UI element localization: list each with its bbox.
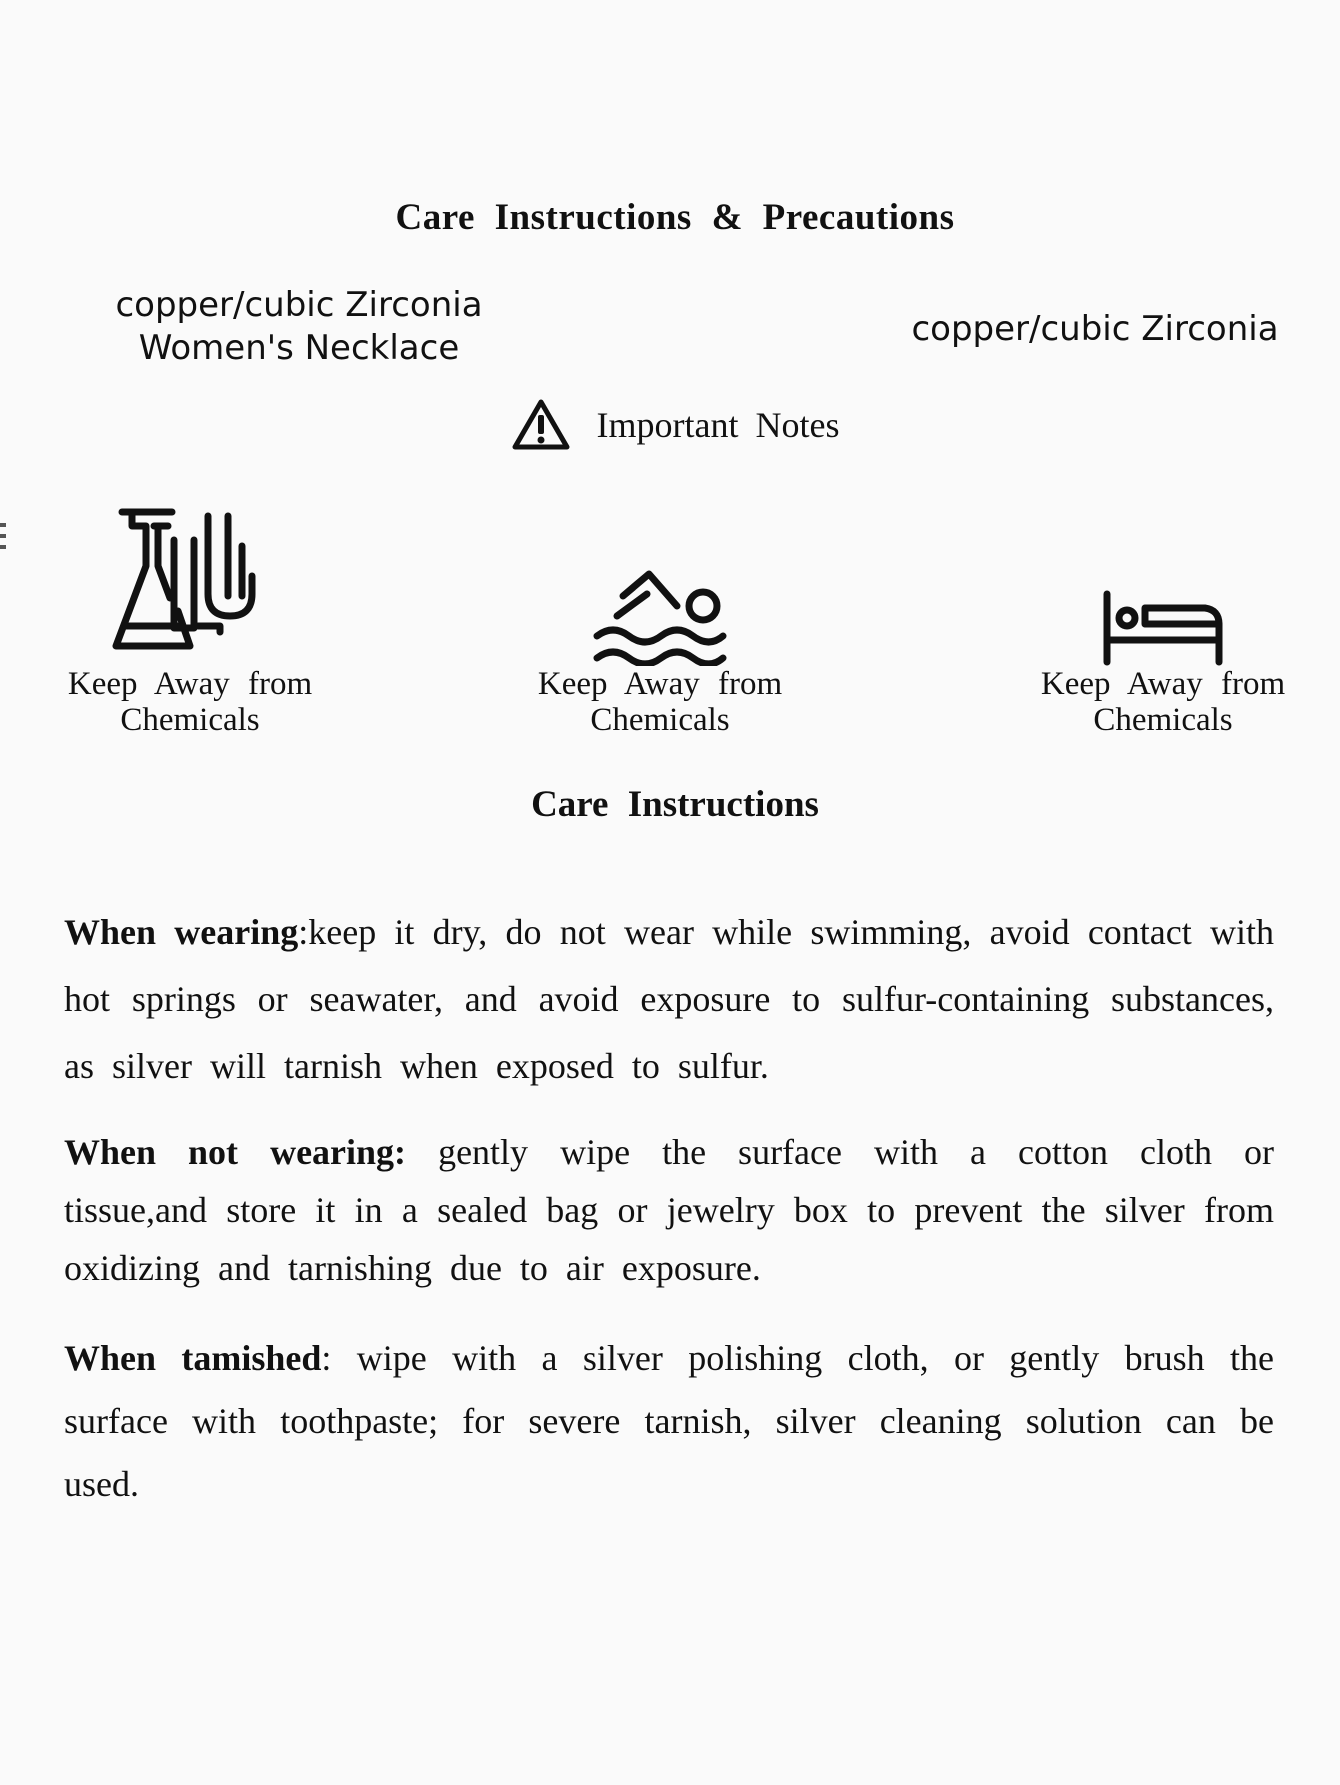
important-notes-title: Important Notes bbox=[596, 405, 840, 445]
care-text-not-wearing: gently wipe the surface with a cotton cloth or tissue,and store it in a sealed bag or jewelry box to prevent the silver from oxidizing and tarnishing due to air exposure. bbox=[64, 1132, 1275, 1288]
page-title: Care Instructions & Precautions bbox=[395, 197, 955, 238]
product-label-left-line1: copper/cubic Zirconia bbox=[115, 285, 483, 325]
care-heading-not-wearing: When not wearing: bbox=[64, 1132, 407, 1172]
precaution-2-line2: Chemicals bbox=[590, 702, 730, 738]
chemistry-flask-icon bbox=[55, 500, 325, 666]
precaution-2-line1: Keep Away from bbox=[537, 666, 783, 702]
care-heading-tarnished: When tamished bbox=[64, 1338, 322, 1378]
care-paragraph-wearing bbox=[64, 899, 1274, 1100]
precaution-1-line2: Chemicals bbox=[120, 702, 260, 738]
product-label-left-line2: Women's Necklace bbox=[138, 328, 460, 368]
precaution-swimming bbox=[525, 500, 795, 738]
care-instructions-title: Care Instructions bbox=[531, 784, 819, 825]
care-text-tarnished: : wipe with a silver polishing cloth, or gently brush the surface with toothpaste; for severe tarnish, silver cleaning solution can be used. bbox=[64, 1338, 1275, 1504]
bed-icon bbox=[1028, 500, 1298, 666]
important-notes-heading bbox=[0, 398, 1340, 452]
product-label-left bbox=[98, 284, 500, 370]
precaution-chemicals bbox=[55, 500, 325, 738]
care-paragraph-not-wearing bbox=[64, 1123, 1274, 1297]
precaution-3-line2: Chemicals bbox=[1093, 702, 1233, 738]
care-paragraph-tarnished bbox=[64, 1327, 1274, 1516]
care-text-wearing: :keep it dry, do not wear while swimming, avoid contact with hot springs or seawater, and avoid exposure to sulfur-containing substances, as silver will tarnish when exposed to sulfur. bbox=[64, 912, 1274, 1086]
swimming-icon bbox=[525, 500, 795, 666]
warning-triangle-icon bbox=[511, 398, 571, 452]
edge-handle-marker bbox=[0, 523, 6, 556]
precaution-3-line1: Keep Away from bbox=[1040, 666, 1286, 702]
product-label-right: copper/cubic Zirconia bbox=[911, 309, 1279, 349]
care-heading-wearing: When wearing bbox=[64, 912, 299, 952]
precaution-bed bbox=[1028, 500, 1298, 738]
precaution-1-line1: Keep Away from bbox=[67, 666, 313, 702]
